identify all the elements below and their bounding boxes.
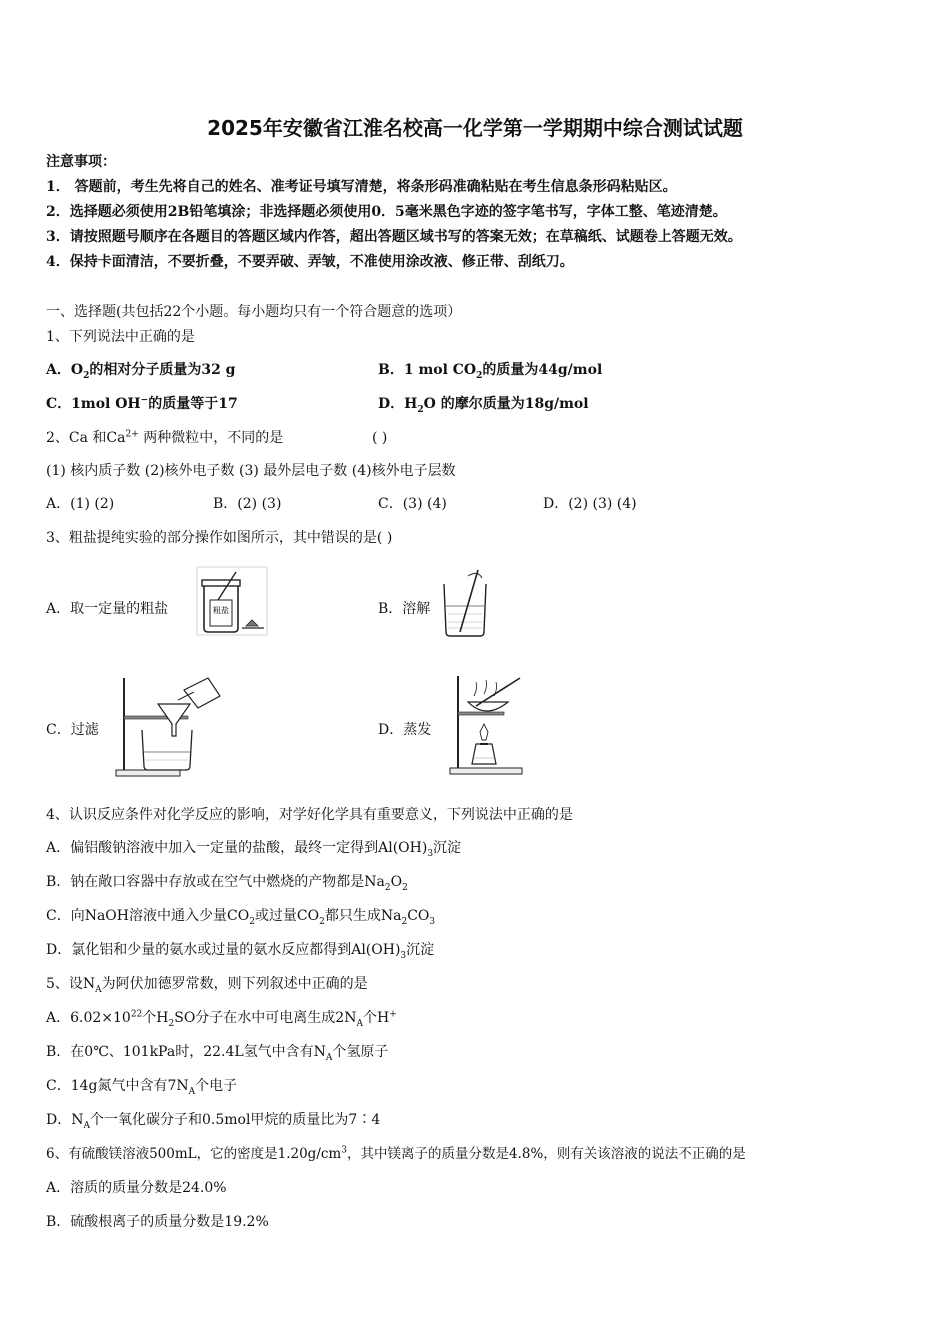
q4-option-d: D．氯化铝和少量的氨水或过量的氨水反应都得到$Al(OH)_3$沉淀 xyxy=(46,942,435,961)
q6-option-b: B．硫酸根离子的质量分数是19.2% xyxy=(46,1214,269,1230)
note-item-3: 3．请按照题号顺序在各题目的答题区域内作答，超出答题区域书写的答案无效；在草稿纸、试题卷上答题无效。 xyxy=(46,229,742,245)
q5-stem: 5、设$N_A$为阿伏加德罗常数，则下列叙述中正确的是 xyxy=(46,976,368,995)
q1-option-a: A．$O_2$的相对分子质量为32 g xyxy=(46,362,236,381)
q4-option-b: B．钠在敞口容器中存放或在空气中燃烧的产物都是$Na_2O_2$ xyxy=(46,874,408,893)
q5-option-a: A．$6.02\times 10^{22}$个$H_2SO$分子在水中可电离生成$2N_A$个H+ xyxy=(46,1009,397,1029)
figure-evaporate xyxy=(446,672,526,776)
q2-option-b: B．(2) (3) xyxy=(213,496,282,512)
q2-option-c: C．(3) (4) xyxy=(378,496,447,512)
note-item-4: 4．保持卡面清洁，不要折叠，不要弄破、弄皱，不准使用涂改液、修正带、刮纸刀。 xyxy=(46,254,574,270)
q3-option-d: D．蒸发 xyxy=(378,722,432,738)
q2-options-line: (1) 核内质子数 (2)核外电子数 (3) 最外层电子数 (4)核外电子层数 xyxy=(46,463,456,479)
q2-paren: ( ) xyxy=(372,430,388,446)
figure-dissolve xyxy=(438,566,492,638)
note-item-2: 2．选择题必须使用2B铅笔填涂；非选择题必须使用0．5毫米黑色字迹的签字笔书写，字体工整、笔迹清楚。 xyxy=(46,204,727,220)
q1-option-b: B．1 mol $CO_2$的质量为44g/mol xyxy=(378,362,603,381)
q2-stem: 2、Ca 和$Ca^{2+}$ 两种微粒中，不同的是 xyxy=(46,429,284,446)
q5-option-d: D．$N_A$个一氧化碳分子和0.5mol甲烷的质量比为7∶4 xyxy=(46,1112,381,1131)
figure-filter xyxy=(112,674,222,778)
q1-option-d: D．$H_2O$ 的摩尔质量为18g/mol xyxy=(378,396,589,415)
q3-option-b: B．溶解 xyxy=(378,601,431,617)
q1-stem: 1、下列说法中正确的是 xyxy=(46,329,195,345)
jar-label: 粗盐 xyxy=(213,606,229,615)
notes-heading: 注意事项： xyxy=(46,154,116,170)
q3-option-a: A．取一定量的粗盐 xyxy=(46,601,169,617)
q5-option-b: B．在0℃、101kPa时，22.4L氢气中含有$N_A$个氢原子 xyxy=(46,1044,389,1063)
q5-option-c: C．14g氮气中含有$7N_A$个电子 xyxy=(46,1078,238,1097)
q3-stem: 3、粗盐提纯实验的部分操作如图所示，其中错误的是( ) xyxy=(46,530,393,546)
page-title: 2025年安徽省江淮名校高一化学第一学期期中综合测试试题 xyxy=(207,116,743,140)
q4-option-a: A．偏铝酸钠溶液中加入一定量的盐酸，最终一定得到$Al(OH)_3$沉淀 xyxy=(46,840,462,859)
section-heading: 一、选择题(共包括22个小题。每小题均只有一个符合题意的选项） xyxy=(46,304,462,320)
q4-stem: 4、认识反应条件对化学反应的影响，对学好化学具有重要意义，下列说法中正确的是 xyxy=(46,807,573,823)
q1-option-c: C．1mol OH−的质量等于17 xyxy=(46,395,238,412)
q4-option-c: C．向NaOH溶液中通入少量$CO_2$或过量$CO_2$都只生成$Na_2CO_3$ xyxy=(46,908,436,927)
q6-option-a: A．溶质的质量分数是24.0% xyxy=(46,1180,227,1196)
q3-option-c: C．过滤 xyxy=(46,722,99,738)
figure-take-salt xyxy=(196,566,268,636)
q6-stem: 6、有硫酸镁溶液500mL，它的密度是$1.20g/cm^3$，其中镁离子的质量分数是4.8%，则有关该溶液的说法不正确的是 xyxy=(46,1145,746,1162)
q2-option-a: A．(1) (2) xyxy=(46,496,115,512)
q2-option-d: D．(2) (3) (4) xyxy=(543,496,637,512)
note-item-1: 1． 答题前，考生先将自己的姓名、准考证号填写清楚，将条形码准确粘贴在考生信息条形码粘贴区。 xyxy=(46,179,677,195)
